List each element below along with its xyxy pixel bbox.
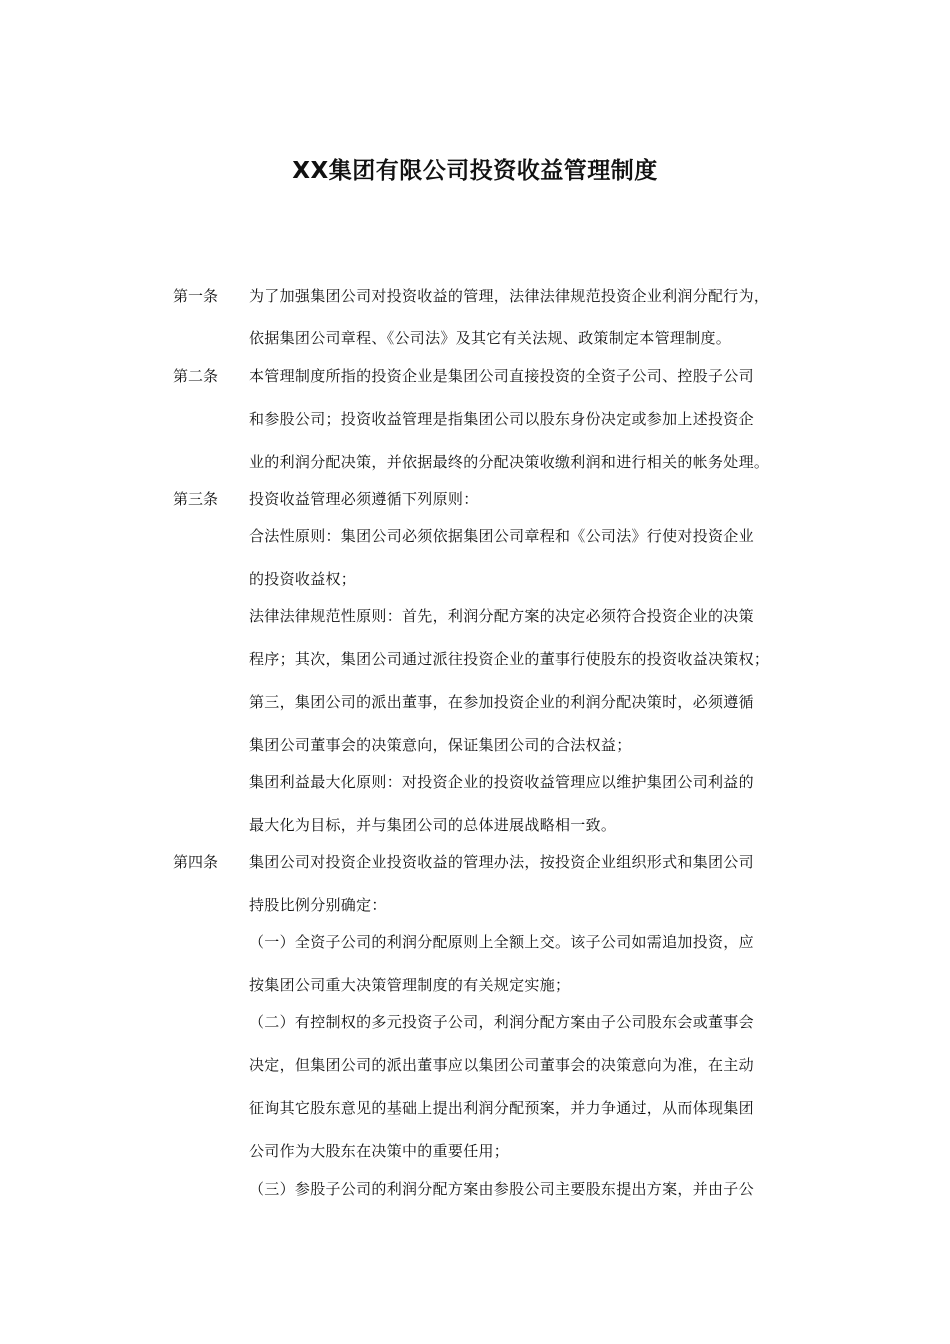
article-3-label: 第三条 — [173, 490, 219, 508]
article-3-line-2: 合法性原则：集团公司必须依据集团公司章程和《公司法》行使对投资企业 — [249, 527, 754, 545]
article-3-line-7: 集团公司董事会的决策意向，保证集团公司的合法权益； — [249, 736, 632, 754]
article-4-line-6: 决定，但集团公司的派出董事应以集团公司董事会的决策意向为准，在主动 — [249, 1056, 754, 1074]
article-3-line-5: 程序；其次，集团公司通过派往投资企业的董事行使股东的投资收益决策权； — [249, 650, 770, 668]
article-3-line-9: 最大化为目标，并与集团公司的总体进展战略相一致。 — [249, 816, 617, 834]
article-3-line-3: 的投资收益权； — [249, 570, 357, 588]
article-3-line-8: 集团利益最大化原则：对投资企业的投资收益管理应以维护集团公司利益的 — [249, 773, 754, 791]
article-2-line-1: 本管理制度所指的投资企业是集团公司直接投资的全资子公司、控股子公司 — [249, 367, 754, 385]
article-4-line-5: （二）有控制权的多元投资子公司，利润分配方案由子公司股东会或董事会 — [249, 1013, 754, 1031]
article-4-line-1: 集团公司对投资企业投资收益的管理办法，按投资企业组织形式和集团公司 — [249, 853, 754, 871]
article-2-label: 第二条 — [173, 367, 219, 385]
article-1-label: 第一条 — [173, 287, 219, 305]
article-1-line-1: 为了加强集团公司对投资收益的管理，法律法律规范投资企业利润分配行为， — [249, 287, 770, 305]
article-4-line-3: （一）全资子公司的利润分配原则上全额上交。该子公司如需追加投资，应 — [249, 933, 754, 951]
article-4-line-9: （三）参股子公司的利润分配方案由参股公司主要股东提出方案，并由子公 — [249, 1180, 754, 1198]
article-4-line-4: 按集团公司重大决策管理制度的有关规定实施； — [249, 976, 571, 994]
article-3-line-4: 法律法律规范性原则：首先，利润分配方案的决定必须符合投资企业的决策 — [249, 607, 754, 625]
article-2-line-3: 业的利润分配决策，并依据最终的分配决策收缴利润和进行相关的帐务处理。 — [249, 453, 770, 471]
article-4-line-7: 征询其它股东意见的基础上提出利润分配预案，并力争通过，从而体现集团 — [249, 1099, 754, 1117]
article-3-line-1: 投资收益管理必须遵循下列原则： — [249, 490, 479, 508]
article-1-line-2: 依据集团公司章程、《公司法》及其它有关法规、政策制定本管理制度。 — [249, 329, 732, 347]
article-4-label: 第四条 — [173, 853, 219, 871]
document-title: XX集团有限公司投资收益管理制度 — [292, 158, 658, 184]
article-2-line-2: 和参股公司；投资收益管理是指集团公司以股东身份决定或参加上述投资企 — [249, 410, 754, 428]
article-4-line-8: 公司作为大股东在决策中的重要任用； — [249, 1142, 510, 1160]
article-4-line-2: 持股比例分别确定： — [249, 896, 387, 914]
article-3-line-6: 第三，集团公司的派出董事，在参加投资企业的利润分配决策时，必须遵循 — [249, 693, 754, 711]
